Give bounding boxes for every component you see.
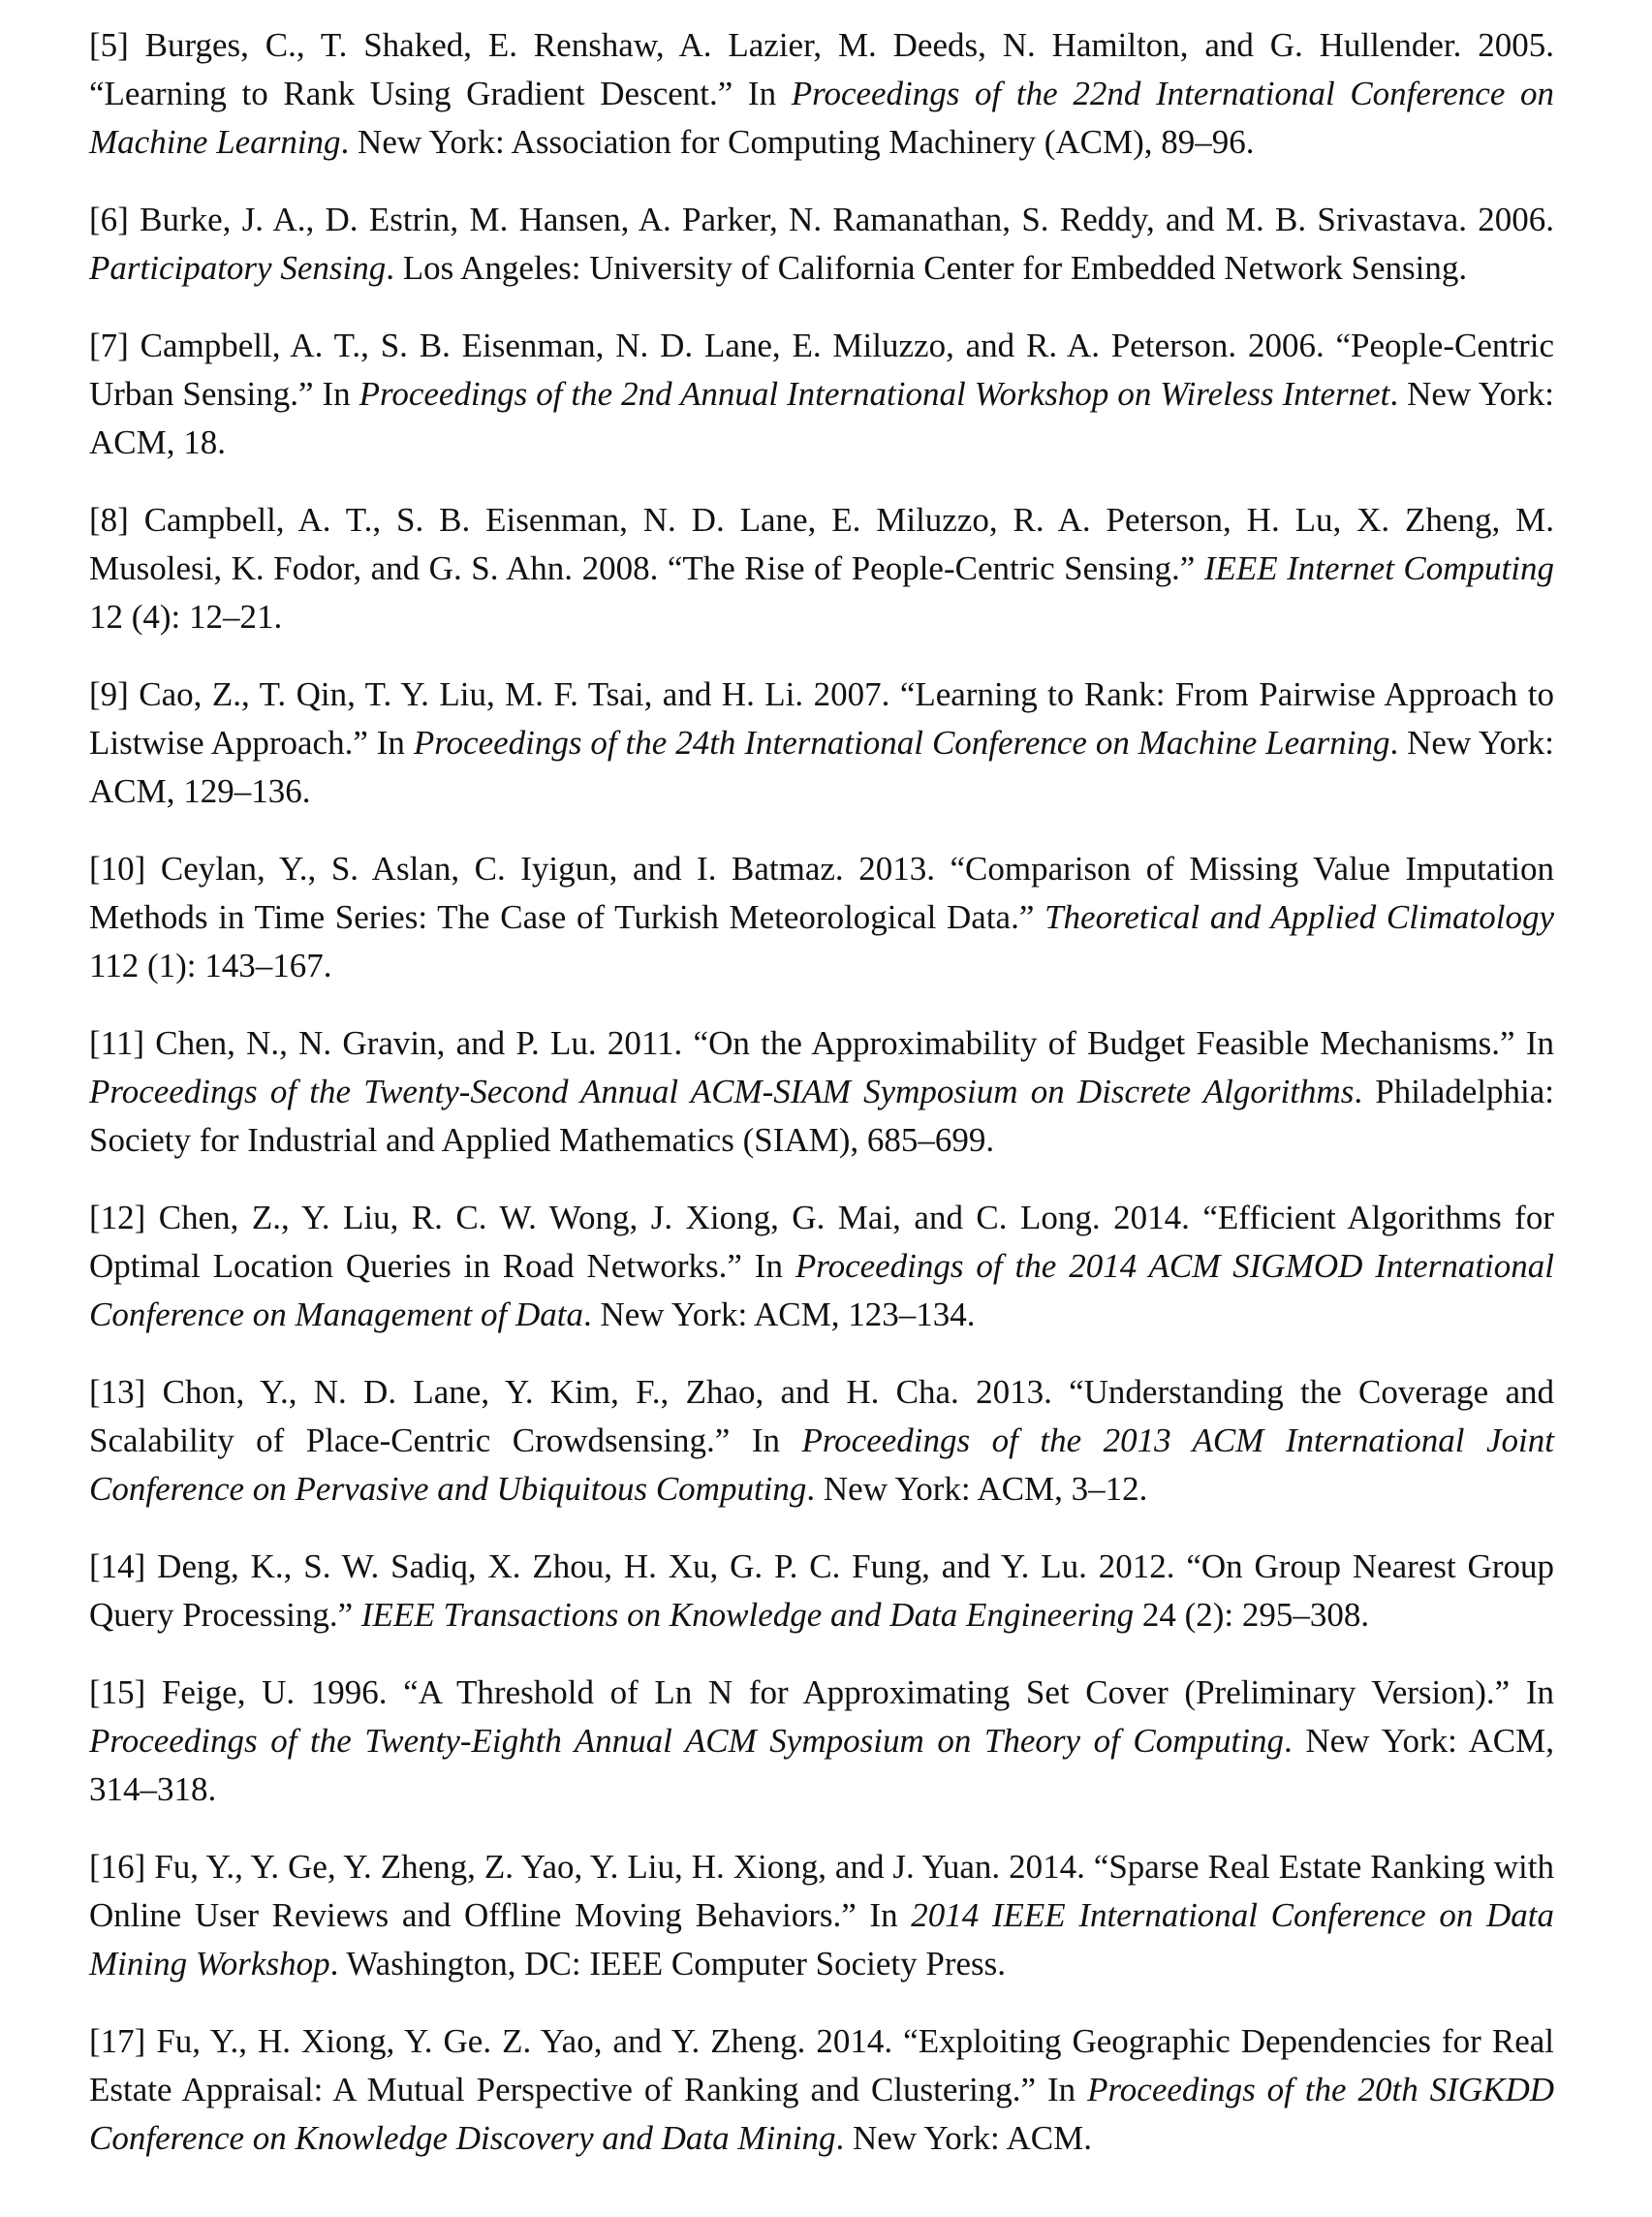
reference-text: . New York: ACM, 3–12. — [806, 1470, 1148, 1508]
reference-entry — [89, 1843, 1554, 1988]
reference-list — [89, 21, 1554, 2192]
reference-entry — [89, 196, 1554, 293]
reference-source-title: Proceedings of the 2013 ACM International Joint Conference on Pervasive and Ubiquitous Computing — [89, 1421, 1554, 1508]
reference-text: [17] Fu, Y., H. Xiong, Y. Ge. Z. Yao, and Y. Zheng. 2014. “Exploiting Geographic Dependencies for Real Estate Appraisal: A Mutual Perspective of Ranking and Clustering.” In — [89, 2022, 1554, 2108]
reference-entry — [89, 845, 1554, 990]
reference-text: 12 (4): 12–21. — [89, 598, 283, 636]
reference-text: [6] Burke, J. A., D. Estrin, M. Hansen, A. Parker, N. Ramanathan, S. Reddy, and M. B. Srivastava. 2006. — [89, 201, 1554, 238]
reference-text: . New York: ACM. — [835, 2119, 1092, 2157]
reference-source-title: 2014 IEEE International Conference on Data Mining Workshop — [89, 1896, 1554, 1983]
reference-source-title: Participatory Sensing — [89, 249, 387, 287]
reference-source-title: Proceedings of the 24th International Conference on Machine Learning — [413, 724, 1390, 762]
reference-text: [9] Cao, Z., T. Qin, T. Y. Liu, M. F. Tsai, and H. Li. 2007. “Learning to Rank: From Pairwise Approach to Listwise Approach.” In — [89, 675, 1554, 762]
reference-text: . New York: Association for Computing Machinery (ACM), 89–96. — [340, 123, 1255, 161]
reference-text: [11] Chen, N., N. Gravin, and P. Lu. 2011. “On the Approximability of Budget Feasible Mechanisms.” In — [89, 1024, 1554, 1062]
reference-text: [5] Burges, C., T. Shaked, E. Renshaw, A. Lazier, M. Deeds, N. Hamilton, and G. Hullender. 2005. “Learning to Rank Using Gradient Descent.” In — [89, 26, 1554, 112]
reference-source-title: Proceedings of the Twenty-Second Annual ACM-SIAM Symposium on Discrete Algorithms — [89, 1073, 1355, 1110]
reference-entry — [89, 1543, 1554, 1639]
reference-source-title: Proceedings of the 2014 ACM SIGMOD International Conference on Management of Data — [89, 1247, 1554, 1333]
reference-text: 24 (2): 295–308. — [1134, 1596, 1370, 1634]
reference-text: . New York: ACM, 18. — [89, 375, 1554, 461]
reference-text: . Los Angeles: University of California Center for Embedded Network Sensing. — [386, 249, 1468, 287]
reference-source-title: Proceedings of the 20th SIGKDD Conference on Knowledge Discovery and Data Mining — [89, 2071, 1554, 2157]
reference-text: . New York: ACM, 314–318. — [89, 1722, 1554, 1808]
reference-source-title: Proceedings of the 2nd Annual International Workshop on Wireless Internet — [358, 375, 1390, 413]
reference-entry — [89, 496, 1554, 641]
reference-entry — [89, 322, 1554, 467]
reference-source-title: IEEE Transactions on Knowledge and Data Engineering — [360, 1596, 1135, 1634]
reference-source-title: Proceedings of the Twenty-Eighth Annual ACM Symposium on Theory of Computing — [89, 1722, 1285, 1760]
reference-text: [14] Deng, K., S. W. Sadiq, X. Zhou, H. Xu, G. P. C. Fung, and Y. Lu. 2012. “On Group Nearest Group Query Processing.” — [89, 1547, 1554, 1634]
reference-source-title: Proceedings of the 22nd International Conference on Machine Learning — [89, 75, 1555, 161]
reference-source-title: IEEE Internet Computing — [1203, 549, 1554, 587]
reference-text: [13] Chon, Y., N. D. Lane, Y. Kim, F., Zhao, and H. Cha. 2013. “Understanding the Coverage and Scalability of Place-Centric Crowdsensing.” In — [89, 1373, 1554, 1459]
reference-entry — [89, 1368, 1554, 1514]
reference-text: [10] Ceylan, Y., S. Aslan, C. Iyigun, and I. Batmaz. 2013. “Comparison of Missing Value Imputation Methods in Time Series: The Case of Turkish Meteorological Data.” — [89, 850, 1554, 936]
reference-entry — [89, 2017, 1554, 2163]
reference-entry — [89, 21, 1554, 167]
reference-text: [8] Campbell, A. T., S. B. Eisenman, N. D. Lane, E. Miluzzo, R. A. Peterson, H. Lu, X. Zheng, M. Musolesi, K. Fodor, and G. S. Ahn. 2008. “The Rise of People-Centric Sensing.” — [89, 501, 1554, 587]
reference-entry — [89, 671, 1554, 816]
reference-text: [12] Chen, Z., Y. Liu, R. C. W. Wong, J. Xiong, G. Mai, and C. Long. 2014. “Efficient Algorithms for Optimal Location Queries in Road Networks.” In — [89, 1199, 1554, 1285]
reference-text: [15] Feige, U. 1996. “A Threshold of Ln N for Approximating Set Cover (Preliminary Version).” In — [89, 1673, 1554, 1711]
reference-source-title: Theoretical and Applied Climatology — [1044, 898, 1554, 936]
reference-text: . New York: ACM, 123–134. — [582, 1296, 976, 1333]
reference-entry — [89, 1669, 1554, 1814]
reference-text: . Philadelphia: Society for Industrial and Applied Mathematics (SIAM), 685–699. — [89, 1073, 1554, 1159]
reference-text: [7] Campbell, A. T., S. B. Eisenman, N. D. Lane, E. Miluzzo, and R. A. Peterson. 2006. “People-Centric Urban Sensing.” In — [89, 327, 1554, 413]
reference-text: 112 (1): 143–167. — [89, 947, 332, 984]
reference-text: [16] Fu, Y., Y. Ge, Y. Zheng, Z. Yao, Y. Liu, H. Xiong, and J. Yuan. 2014. “Sparse Real Estate Ranking with Online User Reviews and Offline Moving Behaviors.” In — [89, 1848, 1554, 1934]
reference-entry — [89, 1194, 1554, 1339]
reference-text: . Washington, DC: IEEE Computer Society Press. — [329, 1945, 1007, 1983]
reference-entry — [89, 1019, 1554, 1165]
reference-text: . New York: ACM, 129–136. — [89, 724, 1554, 810]
